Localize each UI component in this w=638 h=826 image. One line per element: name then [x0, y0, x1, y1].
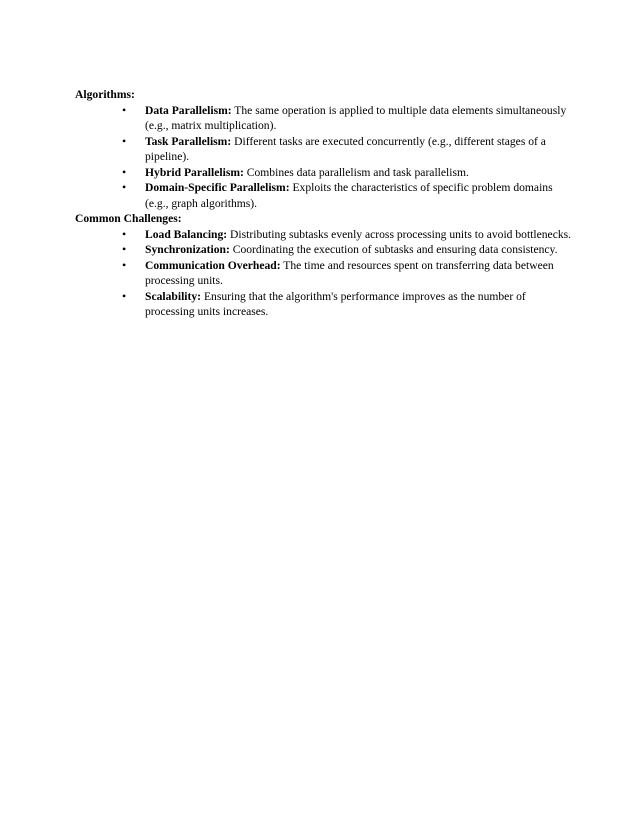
item-text: The same operation is applied to multiple data elements simultaneously (e.g., matrix multiplication).	[145, 103, 567, 132]
item-term: Domain-Specific Parallelism:	[145, 181, 290, 194]
item-term: Synchronization:	[145, 243, 230, 256]
list-item	[122, 242, 575, 258]
section-heading-algorithms: Algorithms:	[75, 88, 135, 101]
item-term: Load Balancing:	[145, 227, 228, 241]
list-item	[122, 288, 575, 320]
item-term: Communication Overhead:	[145, 258, 281, 272]
algorithms-list	[75, 103, 575, 212]
bullet-icon: •	[122, 257, 127, 272]
item-text: Exploits the characteristics of specific problem domains (e.g., graph algorithms).	[145, 181, 553, 210]
item-text: Ensuring that the algorithm's performance improves as the number of processing units increases.	[145, 289, 526, 318]
item-text: Different tasks are executed concurrently (e.g., different stages of a pipeline).	[145, 134, 546, 163]
item-text: Combines data parallelism and task parallelism.	[243, 165, 469, 179]
item-term: Scalability:	[145, 289, 202, 303]
list-item	[122, 102, 575, 134]
bullet-icon: •	[122, 288, 127, 303]
list-item	[122, 133, 575, 165]
bullet-icon: •	[122, 242, 127, 256]
challenges-list	[75, 227, 575, 320]
section-heading-common-challenges: Common Challenges:	[75, 212, 182, 225]
list-item	[122, 226, 575, 243]
bullet-icon: •	[122, 102, 127, 117]
list-item	[122, 180, 575, 211]
list-item	[122, 257, 575, 289]
item-text: Distributing subtasks evenly across processing units to avoid bottlenecks.	[227, 227, 572, 241]
item-text: The time and resources spent on transferring data between processing units.	[145, 258, 554, 287]
item-term: Hybrid Parallelism:	[145, 165, 244, 179]
item-text: Coordinating the execution of subtasks and ensuring data consistency.	[229, 243, 558, 256]
bullet-icon: •	[122, 180, 127, 194]
item-term: Data Parallelism:	[145, 103, 232, 117]
bullet-icon: •	[122, 226, 127, 241]
bullet-icon: •	[122, 164, 127, 179]
document-page	[75, 87, 575, 320]
list-item	[122, 164, 575, 181]
item-term: Task Parallelism:	[145, 134, 232, 148]
bullet-icon: •	[122, 133, 127, 148]
